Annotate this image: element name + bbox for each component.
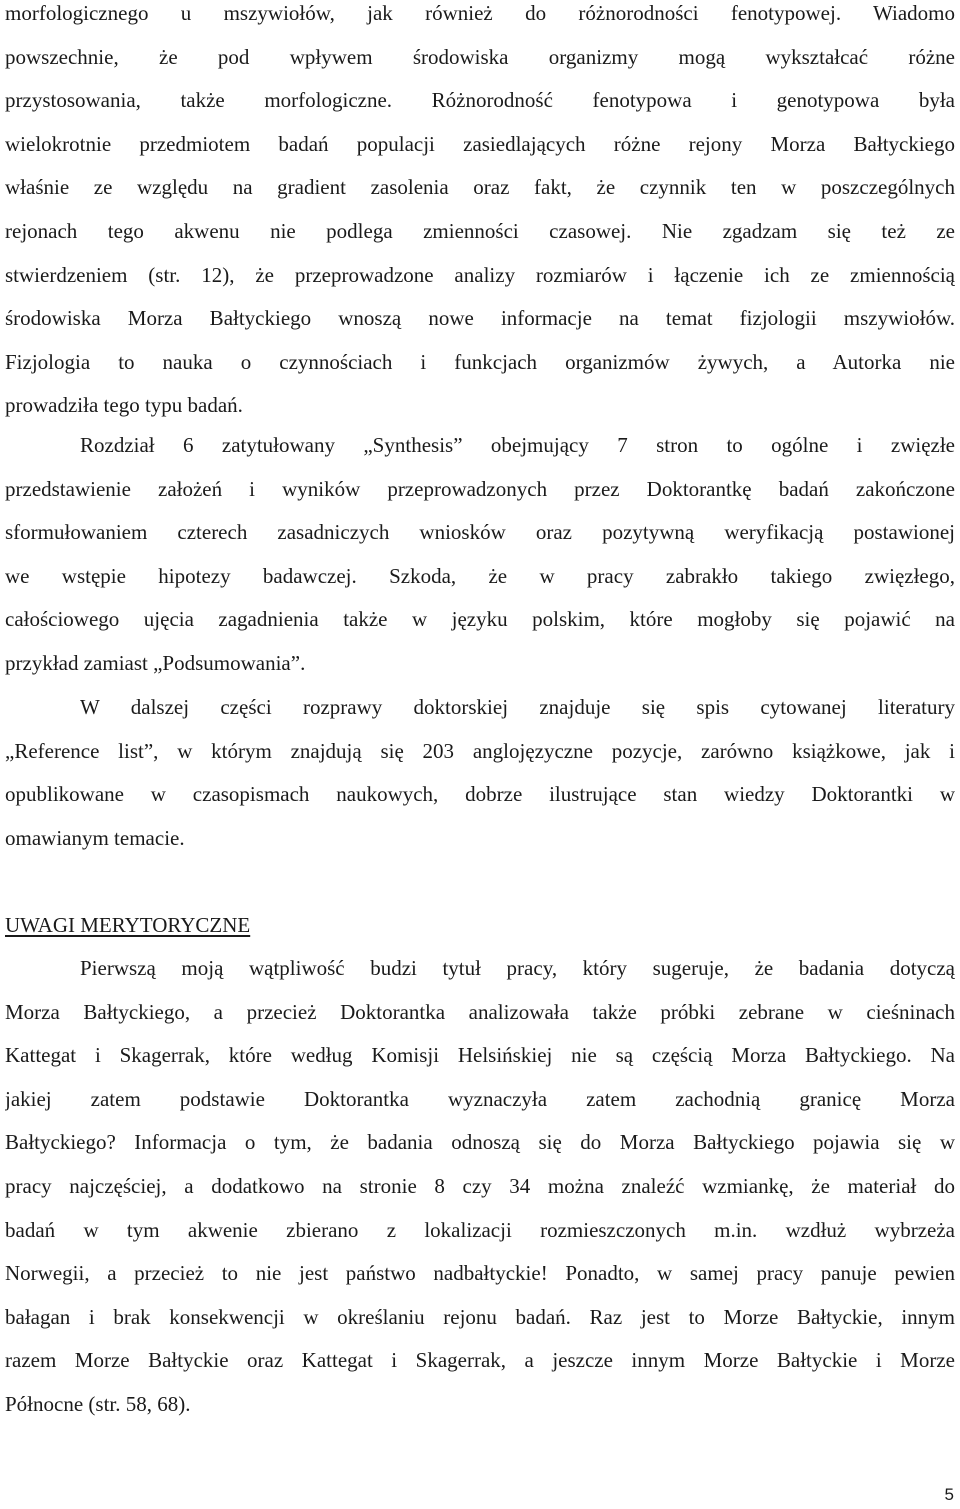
text-line: „Reference list”, w którym znajdują się 203 anglojęzyczne pozycje, zarówno książkowe, jak i [5,738,955,763]
text-line: środowiska Morza Bałtyckiego wnoszą nowe informacje na temat fizjologii mszywiołów. [5,306,955,331]
text-line: jakiej zatem podstawie Doktorantka wyznaczyła zatem zachodnią granicę Morza [5,1086,955,1111]
text-line: opublikowane w czasopismach naukowych, dobrze ilustrujące stan wiedzy Doktorantki w [5,782,955,807]
text-line: wielokrotnie przedmiotem badań populacji zasiedlających różne rejony Morza Bałtyckiego [5,131,955,156]
text-line: Fizjologia to nauka o czynnościach i funkcjach organizmów żywych, a Autorka nie [5,349,955,374]
text-line: morfologicznego u mszywiołów, jak również do różnorodności fenotypowej. Wiadomo [5,1,955,25]
text-line: prowadziła tego typu badań. [5,393,243,418]
page-number: 5 [944,1485,954,1504]
text-line: Bałtyckiego? Informacja o tym, że badania odnoszą się do Morza Bałtyckiego pojawia się w [5,1130,955,1155]
text-line: Rozdział 6 zatytułowany „Synthesis” obejmujący 7 stron to ogólne i zwięzłe [80,433,955,457]
text-line: omawianym temacie. [5,825,185,850]
paragraph-4 [5,947,955,1427]
section-heading: UWAGI MERYTORYCZNE [5,913,251,937]
text-line: właśnie ze względu na gradient zasolenia oraz fakt, że czynnik ten w poszczególnych [5,175,955,200]
text-line: badań w tym akwenie zbierano z lokalizacji rozmieszczonych m.in. wzdłuż wybrzeża [5,1217,955,1242]
text-line: Morza Bałtyckiego, a przecież Doktorantka analizowała także próbki zebrane w cieśninach [5,999,955,1024]
text-line: stwierdzeniem (str. 12), że przeprowadzone analizy rozmiarów i łączenie ich ze zmiennością [5,262,955,287]
text-line: całościowego ujęcia zagadnienia także w języku polskim, które mogłoby się pojawić na [5,607,955,632]
text-line: przykład zamiast „Podsumowania”. [5,650,306,675]
text-line: Północne (str. 58, 68). [5,1391,191,1416]
paragraph-2 [5,424,955,686]
text-line: Pierwszą moją wątpliwość budzi tytuł pracy, który sugeruje, że badania dotyczą [80,956,955,980]
text-line: razem Morze Bałtyckie oraz Kattegat i Skagerrak, a jeszcze innym Morze Bałtyckie i Morze [5,1348,955,1373]
text-line: W dalszej części rozprawy doktorskiej znajduje się spis cytowanej literatury [80,695,955,719]
text-line: rejonach tego akwenu nie podlega zmienności czasowej. Nie zgadzam się też ze [5,218,955,243]
text-line: pracy najczęściej, a dodatkowo na stronie 8 czy 34 można znaleźć wzmiankę, że materiał do [5,1173,955,1198]
paragraph-1 [5,0,955,428]
paragraph-3 [5,686,955,860]
text-line: przedstawienie założeń i wyników przeprowadzonych przez Doktorantkę badań zakończone [5,476,955,501]
text-line: sformułowaniem czterech zasadniczych wniosków oraz pozytywną weryfikacją postawionej [5,520,955,545]
text-line: bałagan i brak konsekwencji w określaniu rejonu badań. Raz jest to Morze Bałtyckie, innym [5,1304,955,1329]
text-line: we wstępie hipotezy badawczej. Szkoda, że w pracy zabrakło takiego zwięzłego, [5,563,955,588]
text-line: Norwegii, a przecież to nie jest państwo nadbałtyckie! Ponadto, w samej pracy panuje pewien [5,1261,955,1286]
text-line: przystosowania, także morfologiczne. Różnorodność fenotypowa i genotypowa była [5,88,955,113]
text-line: powszechnie, że pod wpływem środowiska organizmy mogą wykształcać różne [5,44,955,69]
text-line: Kattegat i Skagerrak, które według Komisji Helsińskiej nie są częścią Morza Bałtyckiego. Na [5,1043,955,1068]
